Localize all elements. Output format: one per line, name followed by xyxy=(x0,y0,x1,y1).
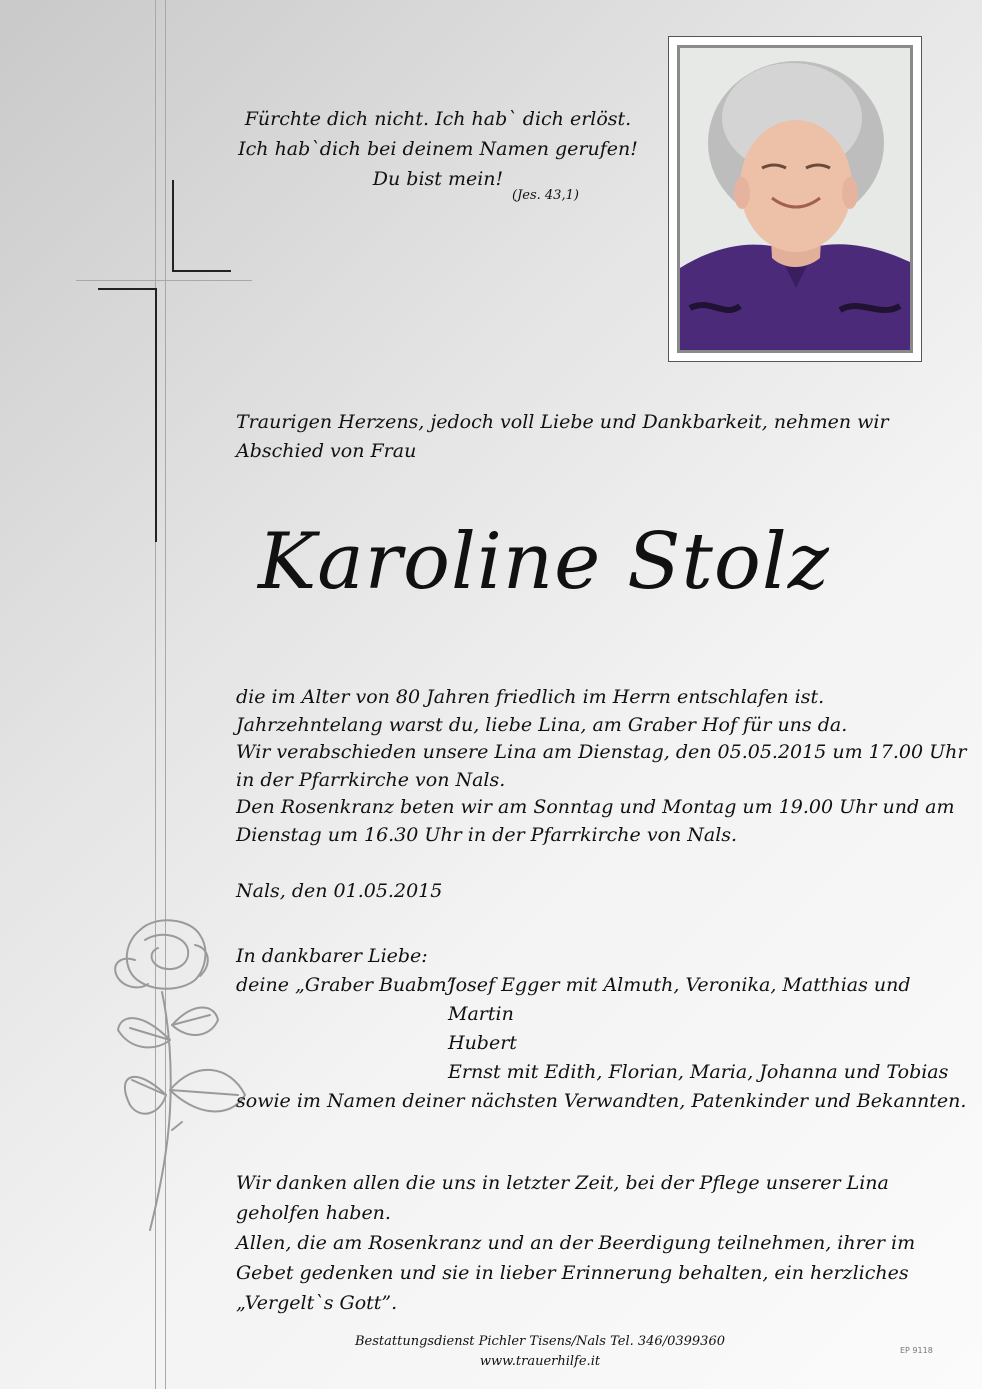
funeral-service-info: Bestattungsdienst Pichler Tisens/Nals Tel. 346/0399360 xyxy=(355,1334,725,1349)
place-date: Nals, den 01.05.2015 xyxy=(236,880,443,902)
signers-group-1-cont: Hubert xyxy=(448,1032,517,1054)
verse-reference: (Jes. 43,1) xyxy=(512,188,579,203)
signers-label: deine „Graber Buabm” xyxy=(236,974,457,996)
obituary-body xyxy=(236,684,967,849)
body-line: Den Rosenkranz beten wir am Sonntag und Montag um 19.00 Uhr und am xyxy=(236,796,955,818)
deceased-name: Karoline Stolz xyxy=(258,517,830,607)
thanks-block xyxy=(236,1168,966,1318)
body-line: die im Alter von 80 Jahren friedlich im Herrn entschlafen ist. xyxy=(236,686,825,708)
portrait-photo xyxy=(677,45,913,353)
body-line: Jahrzehntelang warst du, liebe Lina, am Graber Hof für uns da. xyxy=(236,713,848,736)
verse-line-1: Fürchte dich nicht. Ich hab` dich erlöst. xyxy=(244,108,632,130)
verse-line-3: Du bist mein! xyxy=(372,168,504,190)
website-link[interactable]: www.trauerhilfe.it xyxy=(479,1354,601,1369)
bible-verse xyxy=(228,104,648,194)
body-line: Wir verabschieden unsere Lina am Dienstag, den 05.05.2015 um 17.00 Uhr xyxy=(236,741,967,763)
portrait-frame xyxy=(668,36,922,362)
thanks-paragraph-1: Wir danken allen die uns in letzter Zeit, bei der Pflege unserer Lina geholfen haben. xyxy=(236,1172,889,1224)
verse-line-2: Ich hab`dich bei deinem Namen gerufen! xyxy=(238,138,638,160)
footer xyxy=(300,1332,780,1372)
thanks-paragraph-2: Allen, die am Rosenkranz und an der Beerdigung teilnehmen, ihrer im Gebet gedenken und sie in lieber Erinnerung behalten, ein herzliches „Vergelt`s Gott”. xyxy=(236,1232,916,1314)
document-code: EP 9118 xyxy=(900,1346,933,1355)
decor-line-horizontal xyxy=(76,280,252,281)
intro-text: Traurigen Herzens, jedoch voll Liebe und Dankbarkeit, nehmen wir Abschied von Frau xyxy=(236,411,889,462)
signers-group-2: Ernst mit Edith, Florian, Maria, Johanna und Tobias xyxy=(448,1061,949,1083)
body-line: Dienstag um 16.30 Uhr in der Pfarrkirche von Nals. xyxy=(236,823,738,846)
signers-group-1: Josef Egger mit Almuth, Veronika, Matthias und Martin xyxy=(448,974,911,1025)
signers-heading: In dankbarer Liebe: xyxy=(236,945,428,967)
signers-closing: sowie im Namen deiner nächsten Verwandten, Patenkinder und Bekannten. xyxy=(236,1090,967,1112)
body-line: in der Pfarrkirche von Nals. xyxy=(236,768,506,791)
signers-block xyxy=(236,942,976,1116)
decor-line-left xyxy=(155,0,156,290)
